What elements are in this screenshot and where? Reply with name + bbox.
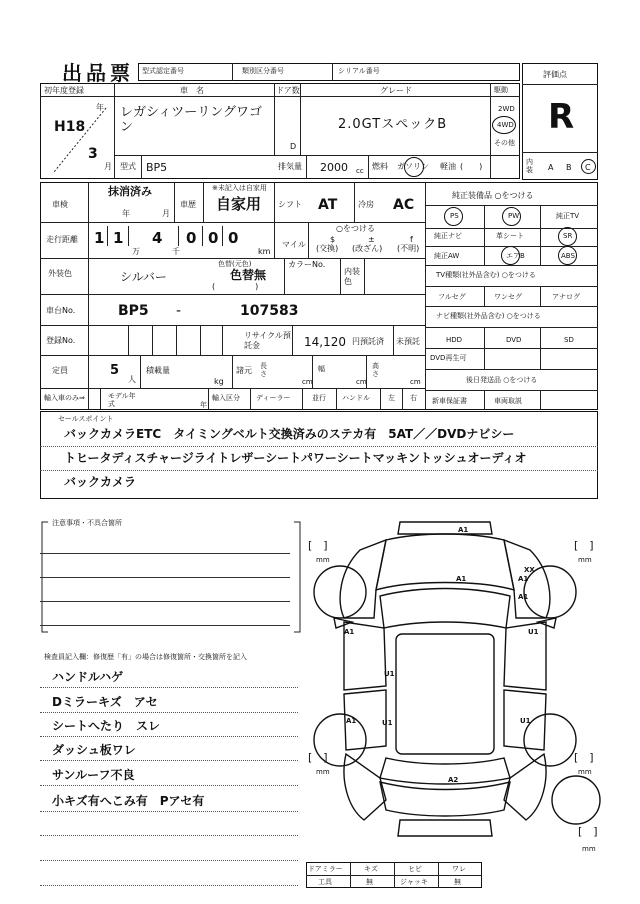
diag-rear-l-label: U1 xyxy=(382,719,393,727)
tv-type-title: TV種類(社外品含む) ○をつける xyxy=(436,271,536,279)
tv-full-seg: フルセグ xyxy=(438,293,466,301)
equip-leather: 革シート xyxy=(496,232,524,240)
mile-label: マイル xyxy=(282,240,306,249)
cc-label: 排気量 xyxy=(278,162,302,171)
interior-c-circle xyxy=(581,159,596,174)
mileage-digit-3: 4 xyxy=(152,229,163,247)
car-diagram xyxy=(300,510,610,860)
left-label: 左 xyxy=(388,394,395,402)
dim-label: 諸元 xyxy=(236,366,252,375)
unknown-label: (不明) xyxy=(397,244,420,253)
chassis-prefix: BP5 xyxy=(118,303,149,319)
tv-analog: アナログ xyxy=(552,293,580,301)
car-name-label: 車 名 xyxy=(180,86,204,95)
class-no-label: 類別区分番号 xyxy=(242,67,284,75)
later-manual: 車両取説 xyxy=(494,397,522,405)
note-item-1: ハンドルハゲ xyxy=(52,670,124,684)
note-item-4: ダッシュ板ワレ xyxy=(52,743,136,757)
shift-label: シフト xyxy=(278,200,302,209)
history-label: 車歴 xyxy=(180,200,196,209)
interior-a: A xyxy=(548,163,554,172)
dealer-label: ディーラー xyxy=(256,394,291,402)
diag-door-rr-label: U1 xyxy=(528,628,539,636)
exch-label: (交換) xyxy=(316,244,339,253)
wid-cm: cm xyxy=(356,378,367,386)
ac-label: 冷房 xyxy=(358,200,374,209)
fuel-diesel: 軽油 xyxy=(440,162,456,171)
diag-hood-label: A1 xyxy=(458,526,469,534)
inspection-label: 車検 xyxy=(52,200,68,209)
drive-other: その他 xyxy=(494,139,515,147)
tire-spare-mm: mm xyxy=(582,845,596,853)
shift-value: AT xyxy=(318,197,338,213)
reg-no-label: 登録No. xyxy=(46,336,76,345)
color-change-label: 色替(元色) xyxy=(218,260,252,268)
rating-value: R xyxy=(548,97,575,137)
mileage-man: 万 xyxy=(132,247,140,256)
hgt-cm: cm xyxy=(410,378,421,386)
month-suffix: 月 xyxy=(104,162,112,171)
color-no-label: カラーNo. xyxy=(288,260,326,269)
unknown-sym: f xyxy=(410,235,413,244)
interior-b: B xyxy=(566,163,572,172)
defect-jack-value: 無 xyxy=(454,878,461,886)
inspection-value: 抹消済み xyxy=(108,185,152,198)
diag-rear-side-l-label: A1 xyxy=(346,717,357,725)
doors-value: D xyxy=(290,142,297,151)
ins-month: 月 xyxy=(162,209,170,218)
first-reg-label: 初年度登録 xyxy=(44,86,84,95)
fuel-gas-circle xyxy=(404,157,424,177)
defect-header-mirror: ドアミラー xyxy=(308,865,343,873)
header-id-row xyxy=(138,63,520,81)
grade-value: 2.0GTスペックB xyxy=(338,117,448,132)
equip-pw-circle xyxy=(502,207,521,226)
caution-label: 注意事項・不具合箇所 xyxy=(52,519,122,527)
interior-label: 内装 xyxy=(526,158,533,174)
hgt-label: 高さ xyxy=(372,362,379,378)
drive-4wd: 4WD xyxy=(497,121,514,129)
color-change-paren: ( ) xyxy=(212,282,259,291)
mileage-label: 走行距離 xyxy=(46,235,78,244)
history-note: ※未記入は自家用 xyxy=(212,184,267,192)
equip-navi: 純正ナビ xyxy=(434,232,462,240)
sales-line-3: バックカメラ xyxy=(64,475,137,489)
note-item-6: 小キズ有へこみ有 Pアセ有 xyxy=(52,794,205,808)
diag-door-fr-label: A1 xyxy=(518,593,529,601)
tire-rl-mm: mm xyxy=(316,768,330,776)
equip-aircon-circle xyxy=(501,246,520,265)
inspector-label: 検査員記入欄：修復歴「有」の場合は修復箇所・交換箇所を記入 xyxy=(44,653,247,661)
len-label: 長さ xyxy=(260,362,267,378)
parallel-label: 並行 xyxy=(312,394,326,402)
color-change-value: 色替無 xyxy=(230,268,267,282)
equip-ps-circle xyxy=(444,207,463,226)
recycle-unpaid: 未預託 xyxy=(396,337,420,346)
cert-no-label: 型式認定番号 xyxy=(142,67,184,75)
equip-abs: ABS xyxy=(561,252,575,260)
navi-hdd: HDD xyxy=(446,336,463,344)
tire-fr-mm: mm xyxy=(578,556,592,564)
color-label: 外装色 xyxy=(48,269,72,278)
ac-value: AC xyxy=(393,197,415,213)
model-label: 型式 xyxy=(120,162,136,171)
model-year-unit: 年 xyxy=(200,401,207,409)
tire-spare-bracket: [ ] xyxy=(578,825,598,838)
chassis-no: 107583 xyxy=(240,303,299,319)
mileage-sen: 千 xyxy=(172,247,180,256)
defect-header-scratch: キズ xyxy=(364,865,378,873)
tire-rl-bracket: [ ] xyxy=(308,751,328,764)
ins-year: 年 xyxy=(122,209,130,218)
equip-aircon: エアB xyxy=(506,252,525,260)
wid-label: 幅 xyxy=(318,365,325,373)
fuel-paren: ( ) xyxy=(460,162,483,171)
capacity-label: 定員 xyxy=(52,366,68,375)
interior-c: C xyxy=(585,163,591,172)
note-item-5: サンルーフ不良 xyxy=(52,768,135,782)
month-value: 3 xyxy=(88,146,98,162)
equip-ps: PS xyxy=(450,212,459,220)
exch-sym: $ xyxy=(330,235,336,244)
sheet-title: 出品票 xyxy=(62,61,134,85)
mileage-digit-2: 1 xyxy=(113,229,124,247)
import-label: 輸入車のみ⇒ xyxy=(44,394,85,402)
modify-label: (改ざん) xyxy=(352,244,383,253)
defect-header-break: ワレ xyxy=(452,865,466,873)
model-value: BP5 xyxy=(146,161,168,174)
chassis-label: 車台No. xyxy=(46,306,76,315)
equip-title: 純正装備品 ○をつける xyxy=(452,191,534,200)
diag-side-l-label: A1 xyxy=(344,628,355,636)
drive-2wd: 2WD xyxy=(498,105,515,113)
diag-bumper-label: A2 xyxy=(448,776,459,784)
later-title: 後日発送品 ○をつける xyxy=(466,376,538,384)
diag-pillar-l-label: U1 xyxy=(384,670,395,678)
navi-sd: SD xyxy=(564,336,574,344)
len-cm: cm xyxy=(302,378,313,386)
right-label: 右 xyxy=(410,394,417,402)
equip-pw: PW xyxy=(508,212,520,220)
capacity-unit: 人 xyxy=(128,375,136,384)
model-year-label: モデル年式 xyxy=(108,392,136,408)
modify-sym: ± xyxy=(368,235,375,244)
cc-value: 2000 xyxy=(320,161,348,174)
history-value: 自家用 xyxy=(216,195,262,213)
diag-bonnet-label: A1 xyxy=(456,575,467,583)
color-value: シルバー xyxy=(120,270,167,284)
chassis-dash: - xyxy=(176,303,182,319)
sales-line-2: トヒータディスチャージライトレザーシートパワーシートマッキントッシュオーディオ xyxy=(64,451,527,465)
mileage-mark-note: ○をつける xyxy=(336,224,375,233)
mileage-unit: km xyxy=(258,247,271,256)
int-color-label: 内装色 xyxy=(344,267,360,286)
equip-aw: 純正AW xyxy=(434,252,460,260)
mileage-digit-1: 1 xyxy=(94,229,105,247)
dvd-play: DVD再生可 xyxy=(430,354,467,362)
drive-label: 駆動 xyxy=(494,86,508,94)
note-item-2: Dミラーキズ アセ xyxy=(52,695,158,709)
recycle-paid: 円預託済 xyxy=(352,337,384,346)
load-label: 積載量 xyxy=(146,366,170,375)
tire-fl-mm: mm xyxy=(316,556,330,564)
tire-fr-bracket: [ ] xyxy=(574,539,594,552)
defect-jack: ジャッキ xyxy=(400,878,428,886)
serial-label: シリアル番号 xyxy=(338,67,380,75)
import-class-label: 輸入区分 xyxy=(212,394,240,402)
mileage-digit-6: 0 xyxy=(228,229,239,247)
tv-one-seg: ワンセグ xyxy=(494,293,522,301)
sales-points-label: セールスポイント xyxy=(58,415,114,423)
equip-abs-circle xyxy=(558,246,577,265)
note-item-3: シートへたり スレ xyxy=(52,719,161,733)
fuel-gas: ガソリン xyxy=(397,162,429,171)
mileage-digit-5: 0 xyxy=(208,229,219,247)
diag-rear-r-label: U1 xyxy=(520,717,531,725)
tire-rr-mm: mm xyxy=(578,768,592,776)
recycle-label: リサイクル預託金 xyxy=(244,331,291,350)
tire-fl-bracket: [ ] xyxy=(308,539,328,552)
grade-label: グレード xyxy=(380,86,412,95)
equip-tv: 純正TV xyxy=(556,212,580,220)
diag-fr-sub-label: A1 xyxy=(518,575,529,583)
navi-dvd: DVD xyxy=(506,336,522,344)
rating-label: 評価点 xyxy=(543,70,567,79)
equip-sr: SR xyxy=(563,232,573,240)
load-unit: kg xyxy=(214,377,224,386)
cc-unit: cc xyxy=(356,167,364,175)
handle-label: ハンドル xyxy=(342,394,370,402)
tire-rr-bracket: [ ] xyxy=(574,751,594,764)
mileage-digit-4: 0 xyxy=(186,229,197,247)
fuel-label: 燃料 xyxy=(372,162,388,171)
later-warranty: 新車保証書 xyxy=(432,397,467,405)
defect-tools: 工具 xyxy=(318,878,332,886)
year-value: H18 xyxy=(54,119,86,135)
defect-header-crack: ヒビ xyxy=(408,865,422,873)
sales-line-1: バックカメラETC タイミングベルト交換済みのステカ有 5AT／／DVDナビシー xyxy=(64,427,515,441)
doors-label: ドア数 xyxy=(276,86,300,95)
recycle-value: 14,120 xyxy=(304,335,346,349)
equip-sr-circle xyxy=(558,227,577,246)
navi-type-title: ナビ種類(社外品含む) ○をつける xyxy=(436,312,541,320)
diag-fr-label: XX xyxy=(524,566,535,574)
defect-tools-value: 無 xyxy=(366,878,373,886)
capacity-value: 5 xyxy=(110,363,120,378)
drive-4wd-circle xyxy=(492,116,516,134)
car-name-value: レガシィツーリングワゴン xyxy=(120,105,262,135)
caution-bracket xyxy=(40,516,302,636)
year-suffix: 年 xyxy=(96,103,104,112)
